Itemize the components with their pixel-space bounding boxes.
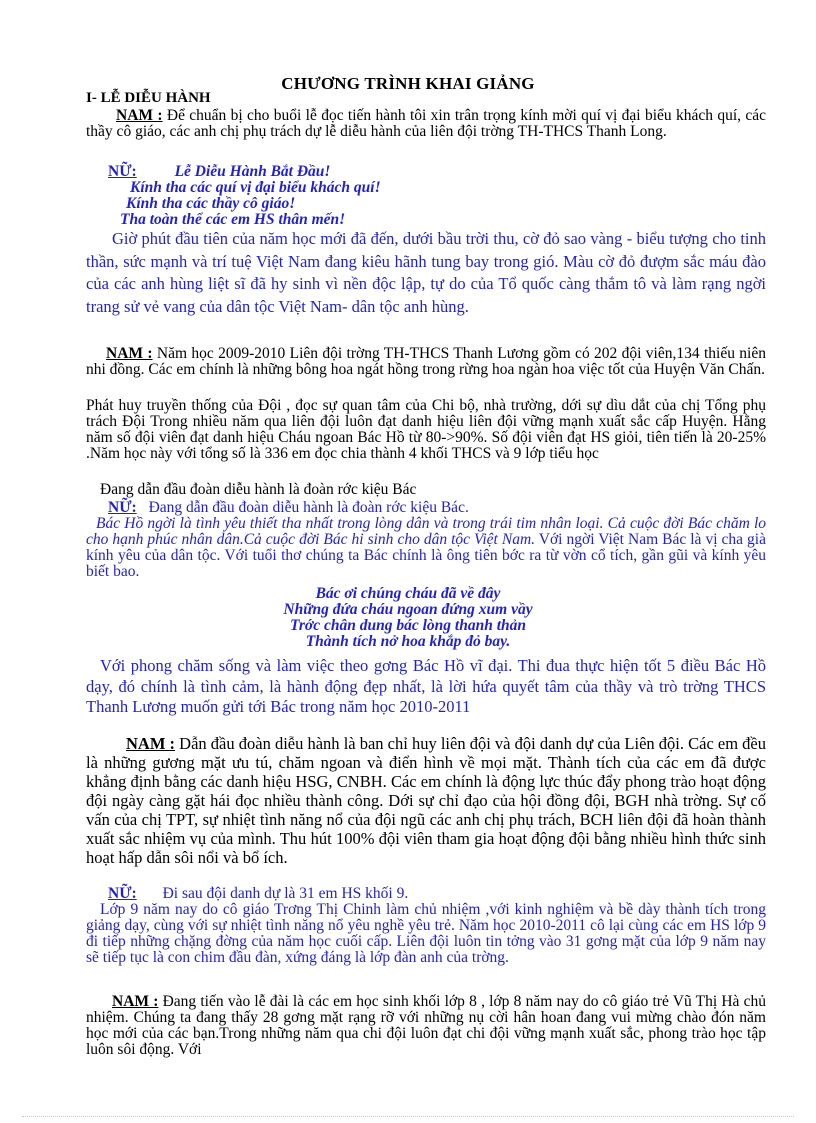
greeting-teachers: Kính tha các thầy cô giáo! xyxy=(126,195,296,212)
paragraph-honor-team xyxy=(86,734,766,867)
greeting-guests: Kính tha các quí vị đại biểu khách quí! xyxy=(130,179,381,196)
uncle-ho-italic: Bác Hồ ngời là tình yêu thiết tha nhất trong lòng dân và trong trái tim nhân loại. Cả cuộc đời Bác chăm lo cho hạnh phúc nhân dân.Cả cuộc đời Bác hi sinh cho dân tộc Việt Nam. xyxy=(86,515,766,548)
flag-paragraph: Giờ phút đầu tiên của năm học mới đã đến, dưới bầu trời thu, cờ đỏ sao vàng - biểu tượng cho tinh thần, sức mạnh và trí tuệ Việt Nam đang kiêu hãnh tung bay trong gió. Màu cờ đỏ đượm sắc máu đào của các anh hùng liệt sĩ đã hy sinh vì nền độc lập, tự do của Tổ quốc càng thắm tô và làm rạng ngời trang sử vẻ vang của dân tộc Việt Nam- dân tộc anh hùng. xyxy=(86,229,766,316)
uncle-ho-intro: Đang dẫn đầu đoàn diễu hành là đoàn rớc kiệu Bác. xyxy=(148,499,469,516)
poem-line-3: Trớc chân dung bác lòng thanh thản xyxy=(289,617,526,634)
paragraph-tradition: Phát huy truyền thống của Đội , đọc sự quan tâm của Chi bộ, nhà trường, dới sự dìu dắt của chị Tổng phụ trách Đội Trong nhiều năm qua liên đội luôn đạt danh hiệu liên đội vững mạnh xuất sắc cấp Huyện. Hằng năm số đội viên đạt danh hiệu Cháu ngoan Bác Hồ từ 80->90%. Số đội viên đạt HS giỏi, tiên tiến là 20-25% .Năm học này với tổng số là 336 em đọc chia thành 4 khối THCS và 9 lớp tiểu học xyxy=(86,397,766,462)
speaker-nu: NỮ: xyxy=(108,163,137,180)
nu-opening xyxy=(86,164,766,318)
nu-grade-9 xyxy=(86,886,766,966)
speaker-nam: NAM : xyxy=(126,734,176,753)
page-bottom-divider xyxy=(22,1116,794,1117)
greeting-students: Tha toàn thể các em HS thân mến! xyxy=(120,211,346,228)
intro-text: Để chuẩn bị cho buổi lễ đọc tiến hành tôi xin trân trọng kính mời quí vị đại biểu khách quí, các thầy cô giáo, các anh chị phụ trách dự lễ diễu hành của liên đội trờng TH-THCS Thanh Long. xyxy=(86,107,766,140)
poem-line-1: Bác ơi chúng cháu đã về đây xyxy=(315,585,501,602)
nu-uncle-ho xyxy=(86,500,766,580)
speaker-nam: NAM : xyxy=(106,345,153,362)
poem-line-2: Những đứa cháu ngoan đứng xum vầy xyxy=(283,601,533,618)
page-title: CHƯƠNG TRÌNH KHAI GIẢNG xyxy=(281,74,535,93)
grade-9-text: Lớp 9 năm nay do cô giáo Trơng Thị Chinh làm chủ nhiệm ,với kinh nghiệm và bề dày thành tích trong giảng dạy, cùng với sự nhiệt tình năng nổ yêu nghề yêu trẻ. Năm học 2010-2011 cô lại cùng các em HS lớp 9 đi tiếp những chặng đờng của năm học cuối cấp. Liên đội luôn tin tởng vào 31 gơng mặt của lớp 9 năm nay sẽ tiếp tục là con chim đầu đàn, xứng đáng là lớp đàn anh của trờng. xyxy=(86,901,766,966)
speaker-nam: NAM : xyxy=(112,993,159,1010)
speaker-nu: NỮ: xyxy=(108,885,137,902)
speaker-nam: NAM : xyxy=(116,107,163,124)
paragraph-intro xyxy=(86,108,766,140)
poem-line-4: Thành tích nở hoa khắp đỏ bay. xyxy=(305,633,511,650)
text-2009: Năm học 2009-2010 Liên đội trờng TH-THCS Thanh Lương gồm có 202 đội viên,134 thiếu niên nhi đồng. Các em chính là những bông hoa ngát hồng trong rừng hoa ngàn hoa việc tốt của Huyện Văn Chấn. xyxy=(86,345,766,378)
line-procession: Đang dẫn đầu đoàn diễu hành là đoàn rớc kiệu Bác xyxy=(100,481,417,498)
speaker-nu: NỮ: xyxy=(108,499,137,516)
paragraph-grade-8 xyxy=(86,994,766,1058)
paragraph-follow-ho: Với phong chăm sống và làm việc theo gơng Bác Hồ vĩ đại. Thi đua thực hiện tốt 5 điều Bác Hồ dạy, đó chính là tình cảm, là hành động đẹp nhất, là lời hứa quyết tâm của thầy và trò trờng THCS Thanh Lương muốn gửi tới Bác trong năm học 2010-2011 xyxy=(86,656,766,716)
opening-line: Lễ Diễu Hành Bắt Đầu! xyxy=(174,163,331,180)
honor-team-text: Dẫn đầu đoàn diễu hành là ban chỉ huy liên đội và đội danh dự của Liên đội. Các em đều là những gương mặt ưu tú, chăm ngoan và điển hình về mọi mặt. Thành tích của các em đã được khẳng định bằng các danh hiệu HSG, CNBH. Các em chính là động lực thúc đẩy phong trào hoạt động đội ngày càng gặt hái đọc nhiều thành công. Dới sự chỉ đạo của hội đồng đội, BGH nhà trờng. Sự cố vấn của chị TPT, sự nhiệt tình năng nổ của đội ngũ các anh chị phụ trách, BCH liên đội đã hoàn thành xuất sắc nhiệm vụ của mình. Thu hút 100% đội viên tham gia hoạt động đội bằng nhiều hình thức sinh hoạt hấp dẫn sôi nổi và bổ ích. xyxy=(86,734,767,867)
uncle-ho-text: Với ngời Việt Nam Bác là vị cha già kính yêu của dân tộc. Với tuổi thơ chúng ta Bác chính là ông tiên bớc ra từ vờn cổ tích, gần gũi và kính yêu biết bao. xyxy=(86,531,766,580)
grade-9-intro: Đi sau đội danh dự là 31 em HS khối 9. xyxy=(162,885,409,902)
paragraph-2009 xyxy=(86,346,766,378)
section-heading: I- LỄ DIỄU HÀNH xyxy=(86,90,211,106)
grade-8-text: Đang tiến vào lễ đài là các em học sinh khối lớp 8 , lớp 8 năm nay do cô giáo trẻ Vũ Thị Hà chủ nhiệm. Chúng ta đang thấy 28 gơng mặt rạng rỡ với những nụ cời hân hoan đang vui mừng chào đón năm học mới của các bạn.Trong những năm qua chi đội luôn đạt chi đội vững mạnh xuất sắc, phong trào học tập luôn sôi động. Với xyxy=(86,993,766,1058)
